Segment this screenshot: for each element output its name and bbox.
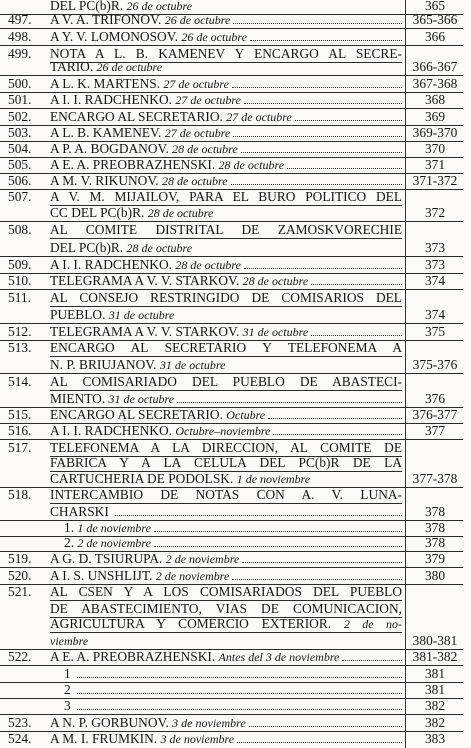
entry-title: A V. M. MIJAILOV, PARA EL BURO POLITICO DEL (50, 189, 402, 204)
entry-date: 2 de noviembre (77, 536, 151, 550)
dot-leader (115, 515, 402, 516)
toc-entry (0, 422, 471, 440)
page-number: 382 (424, 698, 446, 713)
page-number: 366-367 (412, 59, 458, 74)
entry-number: 501. (8, 92, 32, 107)
entry-title: CC DEL PC(b)R. (50, 205, 145, 220)
entry-number: 517. (8, 440, 32, 455)
page-number: 380 (424, 568, 446, 583)
toc-entry (0, 11, 471, 29)
entry-date: 26 de octubre (126, 0, 193, 13)
entry-number: 497. (8, 12, 32, 27)
entry-number: 520. (8, 568, 32, 583)
entry-title-line (50, 550, 402, 568)
dot-leader (295, 120, 402, 121)
entry-title: INTERCAMBIO DE NOTAS CON A. V. LUNA- (50, 487, 402, 502)
page-column (405, 550, 464, 568)
page-column (405, 583, 464, 601)
entry-date: Antes del 3 de noviembre (218, 650, 340, 664)
entry-title-line (50, 221, 402, 239)
entry-title-line (50, 339, 402, 357)
entry-date: 2 de noviembre (155, 569, 230, 583)
page-number: 369-370 (412, 125, 458, 140)
entry-title: DEL PC(b)R. (50, 0, 124, 13)
page-column (405, 306, 464, 324)
dot-leader (77, 709, 402, 710)
entry-number: 511. (8, 290, 31, 305)
dot-leader (342, 660, 402, 661)
entry-title-line (50, 91, 402, 109)
dot-leader (311, 284, 402, 285)
dot-leader (287, 168, 402, 169)
entry-date: 28 de octubre (172, 142, 238, 156)
page-column (405, 697, 464, 715)
page-column (405, 289, 464, 307)
entry-number: 515. (8, 407, 32, 422)
dot-leader (237, 742, 402, 743)
page-column (405, 11, 464, 29)
entry-title: ENCARGO AL SECRETARIO. (50, 109, 223, 124)
entry-title: DEL PC(b)R. (50, 240, 124, 255)
dot-leader (250, 40, 402, 41)
toc-entry (0, 356, 471, 374)
entry-number: 510. (8, 273, 32, 288)
toc-entry (0, 272, 471, 290)
entry-number: 509. (8, 257, 32, 272)
entry-date: 31 de octubre (108, 308, 175, 322)
entry-title: A M. V. RIKUNOV. (50, 173, 159, 188)
page-column (405, 648, 464, 666)
toc-entry (0, 486, 471, 504)
page-number: 374 (424, 273, 446, 288)
page-number: 370 (424, 141, 446, 156)
page-number: 369 (424, 109, 446, 124)
page-number: 371-372 (412, 173, 458, 188)
page-number: 365 (424, 0, 446, 13)
entry-title: TARIO. (50, 59, 94, 74)
page-column (405, 204, 464, 222)
entry-number: 504. (8, 141, 32, 156)
entry-date: 27 de octubre (175, 93, 241, 107)
entry-date: 28 de octubre (175, 258, 241, 272)
page-column (405, 339, 464, 357)
entry-number: 499. (8, 46, 32, 61)
dot-leader (233, 136, 402, 137)
entry-title: 1 (64, 666, 71, 681)
page-number: 381 (424, 666, 446, 681)
entry-title: ENCARGO AL SECRETARIO Y TELEFONEMA A (50, 340, 402, 355)
page-column (405, 221, 464, 239)
entry-title-line (50, 356, 402, 374)
dot-leader (242, 562, 402, 563)
page-column (405, 272, 464, 290)
entry-title: AL COMISARIADO DEL PUEBLO DE ABASTECI- (50, 374, 402, 389)
entry-date: 3 de noviembre (172, 716, 246, 730)
entry-number: 506. (8, 173, 32, 188)
page-number: 376 (424, 391, 446, 406)
entry-title: ENCARGO AL SECRETARIO. (50, 407, 223, 422)
entry-number: 513. (8, 340, 32, 355)
dot-leader (249, 726, 402, 727)
entry-title: NOTA A L. B. KAMENEV Y ENCARGO AL SECRE- (50, 46, 402, 61)
entry-number: 503. (8, 125, 32, 140)
page-column (405, 730, 464, 748)
dot-leader (77, 693, 402, 694)
entry-title: TELEFONEMA A LA DIRECCION, AL COMITE DE (50, 440, 402, 455)
entry-title-line (50, 204, 402, 222)
page-column (405, 373, 464, 391)
page-column (405, 486, 464, 504)
page-number: 379 (424, 551, 446, 566)
dot-leader (77, 677, 402, 678)
page-number: 378 (424, 535, 446, 550)
entry-number: 518. (8, 487, 32, 502)
entry-title: A L. B. KAMENEV. (50, 125, 162, 140)
entry-title: A I. I. RADCHENKO. (50, 92, 172, 107)
page-number: 377-378 (412, 471, 458, 486)
toc-entry (0, 583, 471, 601)
page-column (405, 422, 464, 440)
entry-date: 1 de noviembre (77, 521, 151, 535)
toc-entry (0, 28, 471, 46)
entry-title: AL CONSEJO RESTRINGIDO DE COMISARIOS DEL (50, 290, 402, 305)
toc-entry (0, 289, 471, 307)
entry-title: A I. S. UNSHLIJT. (50, 568, 153, 583)
dot-leader (154, 531, 402, 532)
entry-title-line (50, 11, 402, 29)
dot-leader (311, 335, 402, 336)
toc-entry (0, 306, 471, 324)
entry-date: 26 de octubre (96, 60, 163, 74)
entry-number: 521. (8, 584, 32, 599)
entry-date: 31 de octubre (108, 392, 175, 406)
page-number: 377 (424, 423, 446, 438)
entry-date: 28 de octubre (147, 206, 214, 220)
page-number: 373 (424, 240, 446, 255)
dot-leader (232, 87, 402, 88)
entry-title: PUEBLO. (50, 307, 106, 322)
entry-date: 27 de octubre (164, 126, 231, 140)
entry-number: 524. (8, 731, 32, 746)
dot-leader (273, 434, 402, 435)
toc-entry (0, 339, 471, 357)
entry-date: 2 de no- (343, 617, 402, 631)
entry-title: A I. I. RADCHENKO. (50, 423, 172, 438)
entry-title: A Y. V. LOMONOSOV. (50, 29, 178, 44)
page-column (405, 91, 464, 109)
entry-title: A E. A. PREOBRAZHENSKI. (50, 649, 216, 664)
dot-leader (177, 402, 402, 403)
page-number: 375-376 (412, 357, 458, 372)
page-number: 374 (424, 307, 446, 322)
entry-number: 516. (8, 423, 32, 438)
entry-title: A I. I. RADCHENKO. (50, 257, 172, 272)
page-number: 372 (424, 205, 446, 220)
page-column (405, 239, 464, 257)
entry-number: 502. (8, 109, 32, 124)
entry-date: viembre (50, 634, 89, 648)
entry-title: AL COMITE DISTRITAL DE ZAMOSKVORECHIE (50, 222, 402, 237)
entry-title-line (50, 648, 402, 666)
dot-leader (244, 268, 402, 269)
page-number: 376-377 (412, 407, 458, 422)
toc-entry (0, 58, 471, 76)
toc-entry (0, 550, 471, 568)
entry-title: A G. D. TSIURUPA. (50, 551, 163, 566)
entry-number: 498. (8, 29, 32, 44)
entry-title: N. P. BRIUJANOV. (50, 357, 157, 372)
entry-title: 1. (64, 520, 75, 535)
page-number: 378 (424, 504, 446, 519)
entry-number: 514. (8, 374, 32, 389)
entry-title-line (50, 583, 402, 601)
entry-date: 28 de octubre (242, 274, 309, 288)
dot-leader (154, 546, 402, 547)
entry-title-line (50, 239, 402, 257)
entry-date: 28 de octubre (126, 241, 193, 255)
entry-title: DE ABASTECIMIENTO, VIAS DE COMUNICACION, (50, 601, 402, 616)
page-column (405, 58, 464, 76)
entry-date: 31 de octubre (242, 325, 309, 339)
page-number: 367-368 (412, 76, 458, 91)
entry-title-line (50, 486, 402, 504)
entry-date: 26 de octubre (164, 13, 231, 27)
dot-leader (241, 152, 402, 153)
entry-title-line (50, 289, 402, 307)
entry-title: A N. P. GORBUNOV. (50, 715, 169, 730)
entry-title: 2. (64, 535, 75, 550)
entry-date: 28 de octubre (162, 174, 228, 188)
toc-entry (0, 730, 471, 748)
entry-title: 2 (64, 682, 71, 697)
entry-title: CHARSKI (50, 504, 109, 519)
entry-title: MIENTO. (50, 391, 106, 406)
toc-entry (0, 221, 471, 239)
toc-entry (0, 697, 471, 715)
entry-title-line (50, 615, 402, 633)
entry-title-line (50, 58, 402, 76)
entry-date: 2 de noviembre (165, 552, 240, 566)
entry-title-line (50, 373, 402, 391)
page-number: 371 (424, 157, 446, 172)
entry-date: Octubre–noviembre (175, 424, 271, 438)
entry-title: FABRICA Y A LA CELULA DEL PC(b)R DE LA (50, 455, 402, 470)
entry-date: 1 de noviembre (236, 472, 311, 486)
page-number: 382 (424, 715, 446, 730)
entry-title-line (64, 697, 402, 715)
dot-leader (233, 23, 402, 24)
entry-date: 27 de octubre (226, 110, 292, 124)
entry-number: 522. (8, 649, 32, 664)
entry-title: CARTUCHERIA DE PODOLSK. (50, 471, 234, 486)
entry-title: AGRICULTURA Y COMERCIO EXTERIOR. (50, 616, 332, 631)
entry-date: 26 de octubre (181, 30, 247, 44)
page-column (405, 356, 464, 374)
page-number: 365-366 (412, 12, 458, 27)
entry-date: 3 de noviembre (160, 732, 235, 746)
entry-title: A E. A. PREOBRAZHENSKI. (50, 157, 216, 172)
page-number: 381-382 (412, 649, 458, 664)
page-number: 366 (424, 29, 446, 44)
entry-date: 31 de octubre (159, 358, 226, 372)
page-number: 373 (424, 257, 446, 272)
page-number: 383 (424, 731, 446, 746)
entry-date: 28 de octubre (218, 158, 285, 172)
entry-title: A V. A. TRIFONOV. (50, 12, 162, 27)
page-number: 378 (424, 520, 446, 535)
entry-title: A M. I. FRUMKIN. (50, 731, 158, 746)
page-number: 368 (424, 92, 446, 107)
entry-number: 508. (8, 222, 32, 237)
toc-entry (0, 648, 471, 666)
toc-entry (0, 615, 471, 633)
toc-entry (0, 373, 471, 391)
entry-title: 3 (64, 698, 71, 713)
entry-title-line (50, 422, 402, 440)
dot-leader (268, 418, 402, 419)
page-number: 380-381 (412, 633, 458, 648)
entry-number: 500. (8, 76, 32, 91)
entry-title: TELEGRAMA A V. V. STARKOV. (50, 273, 240, 288)
page-number: 375 (424, 324, 446, 339)
entry-number: 505. (8, 157, 32, 172)
dot-leader (244, 103, 402, 104)
page-column (405, 28, 464, 46)
entry-number: 507. (8, 189, 32, 204)
entry-date: Octubre (226, 408, 266, 422)
entry-number: 512. (8, 324, 32, 339)
entry-title: A L. K. MARTENS. (50, 76, 161, 91)
entry-number: 519. (8, 551, 32, 566)
entry-date: 27 de octubre (163, 77, 229, 91)
toc-entry (0, 204, 471, 222)
toc-entry (0, 239, 471, 257)
toc-entry (0, 91, 471, 109)
entry-title: TELEGRAMA A V. V. STARKOV. (50, 324, 240, 339)
entry-number: 523. (8, 715, 32, 730)
dot-leader (231, 184, 402, 185)
entry-title: A P. A. BOGDANOV. (50, 141, 169, 156)
entry-title: AL CSEN Y A LOS COMISARIADOS DEL PUEBLO (50, 584, 402, 599)
dot-leader (232, 579, 402, 580)
entry-title-line (50, 306, 402, 324)
page-column (405, 615, 464, 633)
entry-title-line (50, 28, 402, 46)
entry-title-line (50, 730, 402, 748)
entry-title-line (50, 272, 402, 290)
page-number: 381 (424, 682, 446, 697)
